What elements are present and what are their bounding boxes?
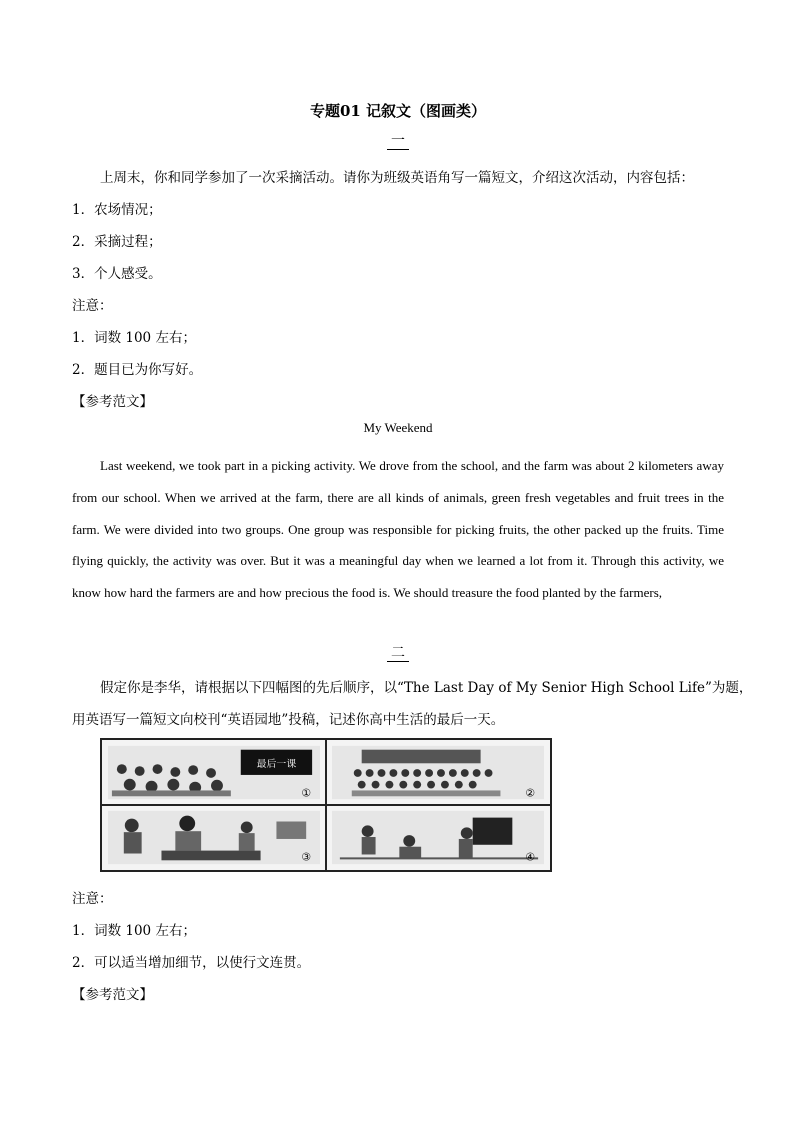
section-marker-1-text: 一 — [387, 133, 409, 150]
note-2-1: 1．词数 100 左右； — [72, 923, 196, 939]
illustration-svg — [102, 740, 550, 870]
content-point-1: 1．农场情况； — [72, 202, 162, 218]
note-2-2: 2．可以适当增加细节，以使行文连贯。 — [72, 955, 311, 971]
page-title: 专题01 记叙文（图画类） — [309, 102, 487, 120]
panel-number-4: ④ — [525, 850, 536, 864]
four-panel-illustration — [100, 738, 552, 872]
panel-number-2: ② — [525, 786, 536, 800]
panel-number-1: ① — [301, 786, 312, 800]
essay-body: Last weekend, we took part in a picking activity. We drove from the school, and the farm was about 2 kilometers away from our school. When we arrived at the farm, there are all kinds of animals, green fresh vegetables and fruit trees in the farm. We were divided into two groups. One group was responsible for picking fruits, the other packed up the fruits. Time flying quickly, the activity was over. But it was a meaningful day when we learned a lot from it. Through this activity, we know how hard the farmers are and how precious the food is. We should treasure the food planted by the farmers, — [72, 458, 724, 601]
section-marker-1 — [72, 130, 724, 150]
task-prompt-2-line-1: 假定你是李华，请根据以下四幅图的先后顺序，以“The Last Day of My Senior High School Life”为题， — [100, 680, 753, 696]
note-label-1: 注意： — [72, 298, 113, 314]
reference-label-1: 【参考范文】 — [72, 394, 153, 410]
note-1-1: 1．词数 100 左右； — [72, 330, 196, 346]
panel-writing — [108, 811, 320, 864]
note-1-2: 2．题目已为你写好。 — [72, 362, 203, 378]
panel-cleaning — [332, 811, 544, 864]
content-point-2: 2．采摘过程； — [72, 234, 162, 250]
note-label-2: 注意： — [72, 891, 113, 907]
section-marker-2-text: 二 — [387, 645, 409, 662]
panel-classroom — [108, 746, 320, 799]
content-point-3: 3．个人感受。 — [72, 266, 162, 282]
panel-number-3: ③ — [301, 850, 312, 864]
panel-group-photo — [332, 746, 544, 799]
reference-label-2: 【参考范文】 — [72, 987, 153, 1003]
blackboard-text: 最后一课 — [256, 759, 297, 771]
essay-title: My Weekend — [363, 420, 433, 435]
task-prompt-1: 上周末，你和同学参加了一次采摘活动。请你为班级英语角写一篇短文，介绍这次活动，内容包括： — [100, 170, 694, 186]
section-marker-2 — [72, 642, 724, 662]
task-prompt-2-line-2: 用英语写一篇短文向校刊“英语园地”投稿，记述你高中生活的最后一天。 — [72, 712, 505, 728]
